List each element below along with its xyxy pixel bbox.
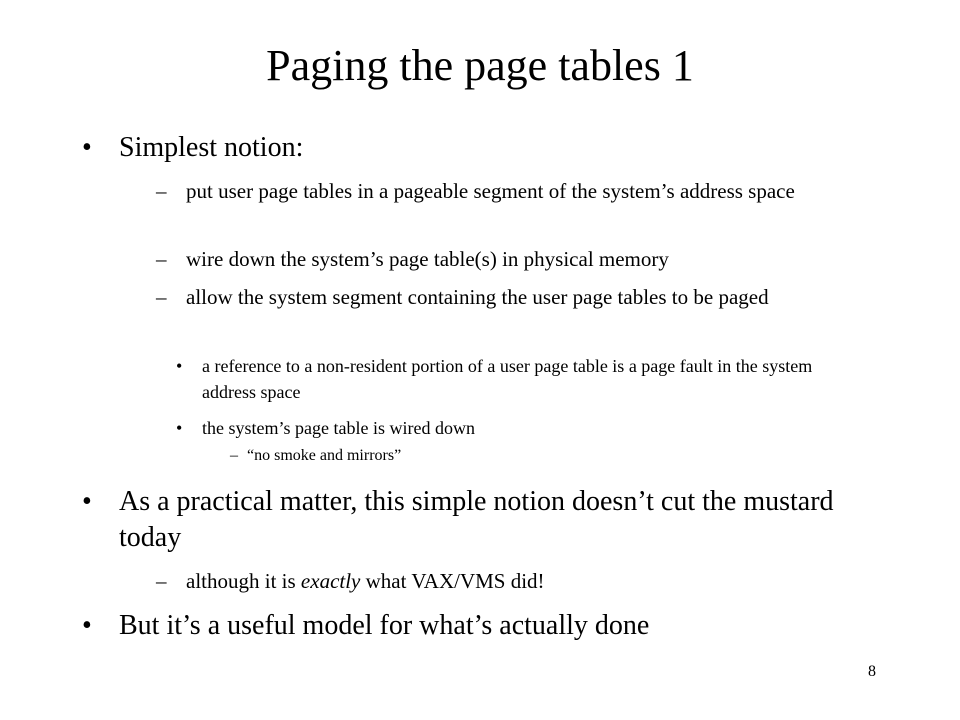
dash-marker: – (156, 247, 167, 271)
bullet-item-level-1 (82, 608, 862, 644)
dash-marker: – (156, 285, 167, 309)
bullet-text: wire down the system’s page table(s) in physical memory (186, 247, 669, 271)
bullet-item-level-2 (156, 244, 862, 274)
bullet-text-after: what VAX/VMS did! (360, 569, 545, 593)
dash-marker: – (156, 179, 167, 203)
bullet-marker: • (82, 132, 92, 163)
bullet-text: But it’s a useful model for what’s actually done (119, 610, 650, 641)
bullet-text: the system’s page table is wired down (202, 418, 475, 438)
bullet-item-level-2 (156, 566, 862, 596)
bullet-marker: • (176, 418, 183, 438)
bullet-marker: • (176, 356, 183, 376)
bullet-marker: • (82, 486, 92, 517)
bullet-item-level-1 (82, 130, 862, 166)
bullet-text: As a practical matter, this simple notion doesn’t cut the mustard today (119, 486, 834, 553)
slide-title: Paging the page tables 1 (266, 41, 694, 90)
bullet-item-level-4 (230, 445, 830, 467)
bullet-item-level-2 (156, 176, 862, 206)
bullet-item-level-1 (82, 484, 862, 556)
bullet-text: allow the system segment containing the user page tables to be paged (186, 285, 769, 309)
bullet-item-level-3 (176, 353, 866, 405)
emphasis-text: exactly (300, 569, 361, 593)
dash-marker: – (230, 447, 238, 464)
bullet-item-level-2 (156, 282, 862, 312)
bullet-text: Simplest notion: (119, 132, 304, 163)
page-number: 8 (868, 663, 876, 680)
dash-marker: – (156, 569, 167, 593)
bullet-text (156, 566, 862, 596)
bullet-item-level-3 (176, 415, 866, 441)
bullet-text: “no smoke and mirrors” (247, 447, 402, 464)
bullet-text: a reference to a non-resident portion of a user page table is a page fault in the system address space (202, 356, 813, 402)
bullet-text: put user page tables in a pageable segment of the system’s address space (186, 179, 795, 203)
bullet-text-before: although it is (186, 569, 301, 593)
bullet-marker: • (82, 610, 92, 641)
